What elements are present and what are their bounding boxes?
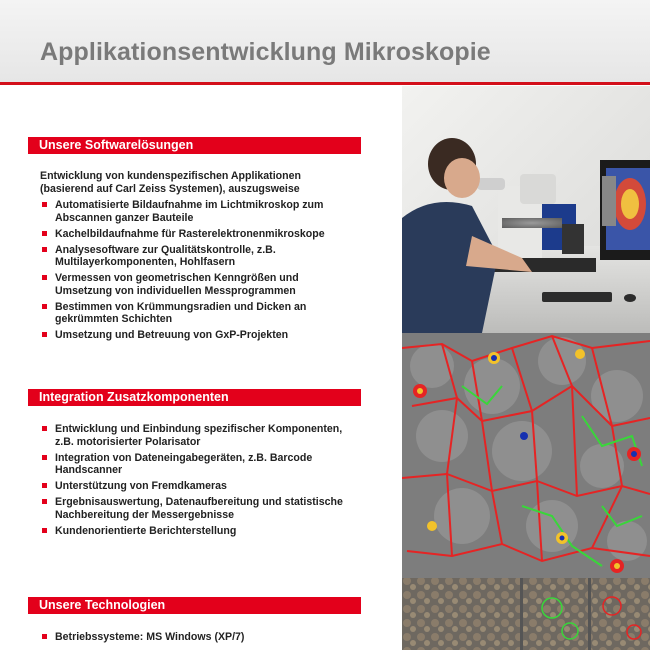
list-item-line: Kachelbildaufnahme für Rasterelektronenmikroskope bbox=[55, 227, 325, 240]
list-item-line: Integration von Dateneingabegeräten, z.B. Barcode bbox=[55, 451, 313, 464]
bullet-icon bbox=[42, 634, 47, 639]
list-item-line: Umsetzung von individuellen Messprogrammen bbox=[55, 284, 296, 297]
particle-thumbnail-strip bbox=[402, 578, 650, 650]
list-item bbox=[40, 525, 370, 538]
bullet-icon bbox=[42, 455, 47, 460]
list-item-line: Nachbereitung der Messergebnisse bbox=[55, 508, 234, 521]
bullet-icon bbox=[42, 304, 47, 309]
list-item bbox=[40, 452, 370, 477]
header-divider bbox=[0, 82, 650, 85]
section-heading-integration: Integration Zusatzkomponenten bbox=[28, 389, 361, 406]
integration-list bbox=[40, 423, 370, 541]
list-item bbox=[40, 228, 370, 241]
technologies-list bbox=[40, 631, 370, 647]
list-item-line: Analysesoftware zur Qualitätskontrolle, z.B. bbox=[55, 243, 276, 256]
list-item bbox=[40, 199, 370, 224]
microscope-workstation-photo bbox=[402, 86, 650, 333]
list-item bbox=[40, 631, 370, 644]
list-item-line: Ergebnisauswertung, Datenaufbereitung und statistische bbox=[55, 496, 343, 508]
list-item-line: Vermessen von geometrischen Kenngrößen und bbox=[55, 272, 299, 284]
list-item bbox=[40, 480, 370, 493]
bullet-icon bbox=[42, 528, 47, 533]
list-item bbox=[40, 272, 370, 297]
grain-analysis-micrograph bbox=[402, 333, 650, 578]
list-item bbox=[40, 301, 370, 326]
list-item-line: Unterstützung von Fremdkameras bbox=[55, 480, 227, 492]
list-item bbox=[40, 329, 370, 342]
list-item bbox=[40, 244, 370, 269]
list-item bbox=[40, 423, 370, 448]
list-item-line: Entwicklung und Einbindung spezifischer Komponenten, bbox=[55, 423, 343, 435]
bullet-icon bbox=[42, 247, 47, 252]
software-intro-line: Entwicklung von kundenspezifischen Applikationen bbox=[40, 170, 301, 182]
list-item-line: z.B. motorisierter Polarisator bbox=[55, 435, 201, 448]
bullet-icon bbox=[42, 483, 47, 488]
list-item-line: Abscannen ganzer Bauteile bbox=[55, 211, 194, 224]
software-intro-line: (basierend auf Carl Zeiss Systemen), auszugsweise bbox=[40, 182, 300, 195]
list-item bbox=[40, 496, 370, 521]
bullet-icon bbox=[42, 499, 47, 504]
image-panel bbox=[402, 86, 650, 650]
bullet-icon bbox=[42, 332, 47, 337]
list-item-line: Multilayerkomponenten, Hohlfasern bbox=[55, 256, 236, 268]
section-heading-software: Unsere Softwarelösungen bbox=[28, 137, 361, 154]
list-item-line: Kundenorientierte Berichterstellung bbox=[55, 524, 237, 537]
list-item-line: Handscanner bbox=[55, 464, 123, 476]
page-title: Applikationsentwicklung Mikroskopie bbox=[40, 38, 491, 66]
list-item-line: Automatisierte Bildaufnahme im Lichtmikroskop zum bbox=[55, 199, 324, 211]
list-item-line: Umsetzung und Betreuung von GxP-Projekten bbox=[55, 329, 289, 341]
bullet-icon bbox=[42, 426, 47, 431]
page-header bbox=[0, 0, 650, 82]
list-item-line: gekrümmten Schichten bbox=[55, 313, 173, 325]
section-heading-technologies: Unsere Technologien bbox=[28, 597, 361, 614]
list-item-line: Bestimmen von Krümmungsradien und Dicken an bbox=[55, 300, 307, 313]
bullet-icon bbox=[42, 202, 47, 207]
image-panel-svg bbox=[402, 86, 650, 650]
software-intro bbox=[40, 170, 370, 195]
bullet-icon bbox=[42, 231, 47, 236]
software-list bbox=[40, 199, 370, 345]
list-item-line: Betriebssysteme: MS Windows (XP/7) bbox=[55, 631, 245, 643]
bullet-icon bbox=[42, 275, 47, 280]
